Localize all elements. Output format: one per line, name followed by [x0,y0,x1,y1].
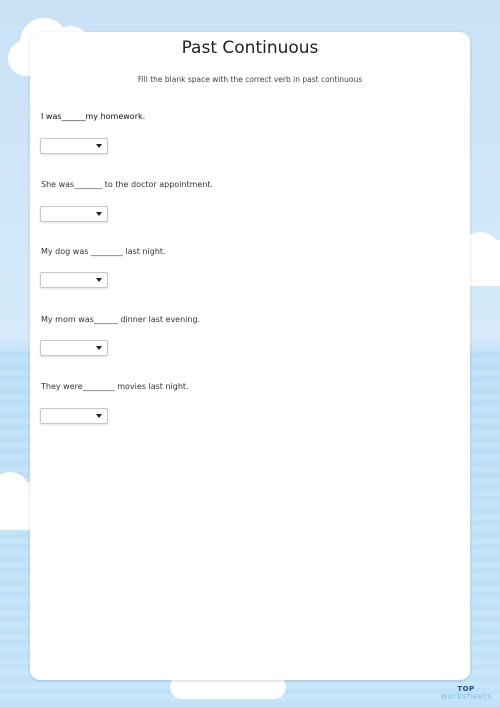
question-4-text: My mom was______ dinner last evening. [41,315,201,324]
question-3-text: My dog was ________ last night. [41,247,166,256]
worksheet-panel [30,32,470,680]
question-2-text: She was_______ to the doctor appointment. [41,180,214,189]
page-title: Past Continuous [181,38,319,58]
chevron-down-icon [96,414,102,418]
question-5-dropdown[interactable] [40,408,108,424]
question-2-dropdown[interactable] [40,206,108,222]
question-1-dropdown[interactable] [40,138,108,154]
chevron-down-icon [96,144,102,148]
instruction-text: Fill the blank space with the correct verb in past continuous [137,75,363,84]
logo-bottom-text: worksheets [440,692,492,702]
chevron-down-icon [96,278,102,282]
question-3-dropdown[interactable] [40,272,108,288]
question-5-text: They were________ movies last night. [41,382,189,391]
question-4-dropdown[interactable] [40,340,108,356]
chevron-down-icon [96,212,102,216]
logo-top-text: TOP [457,685,475,693]
question-1-text: I was______my homework. [41,112,146,121]
chevron-down-icon [96,346,102,350]
topworksheets-logo [436,685,496,702]
